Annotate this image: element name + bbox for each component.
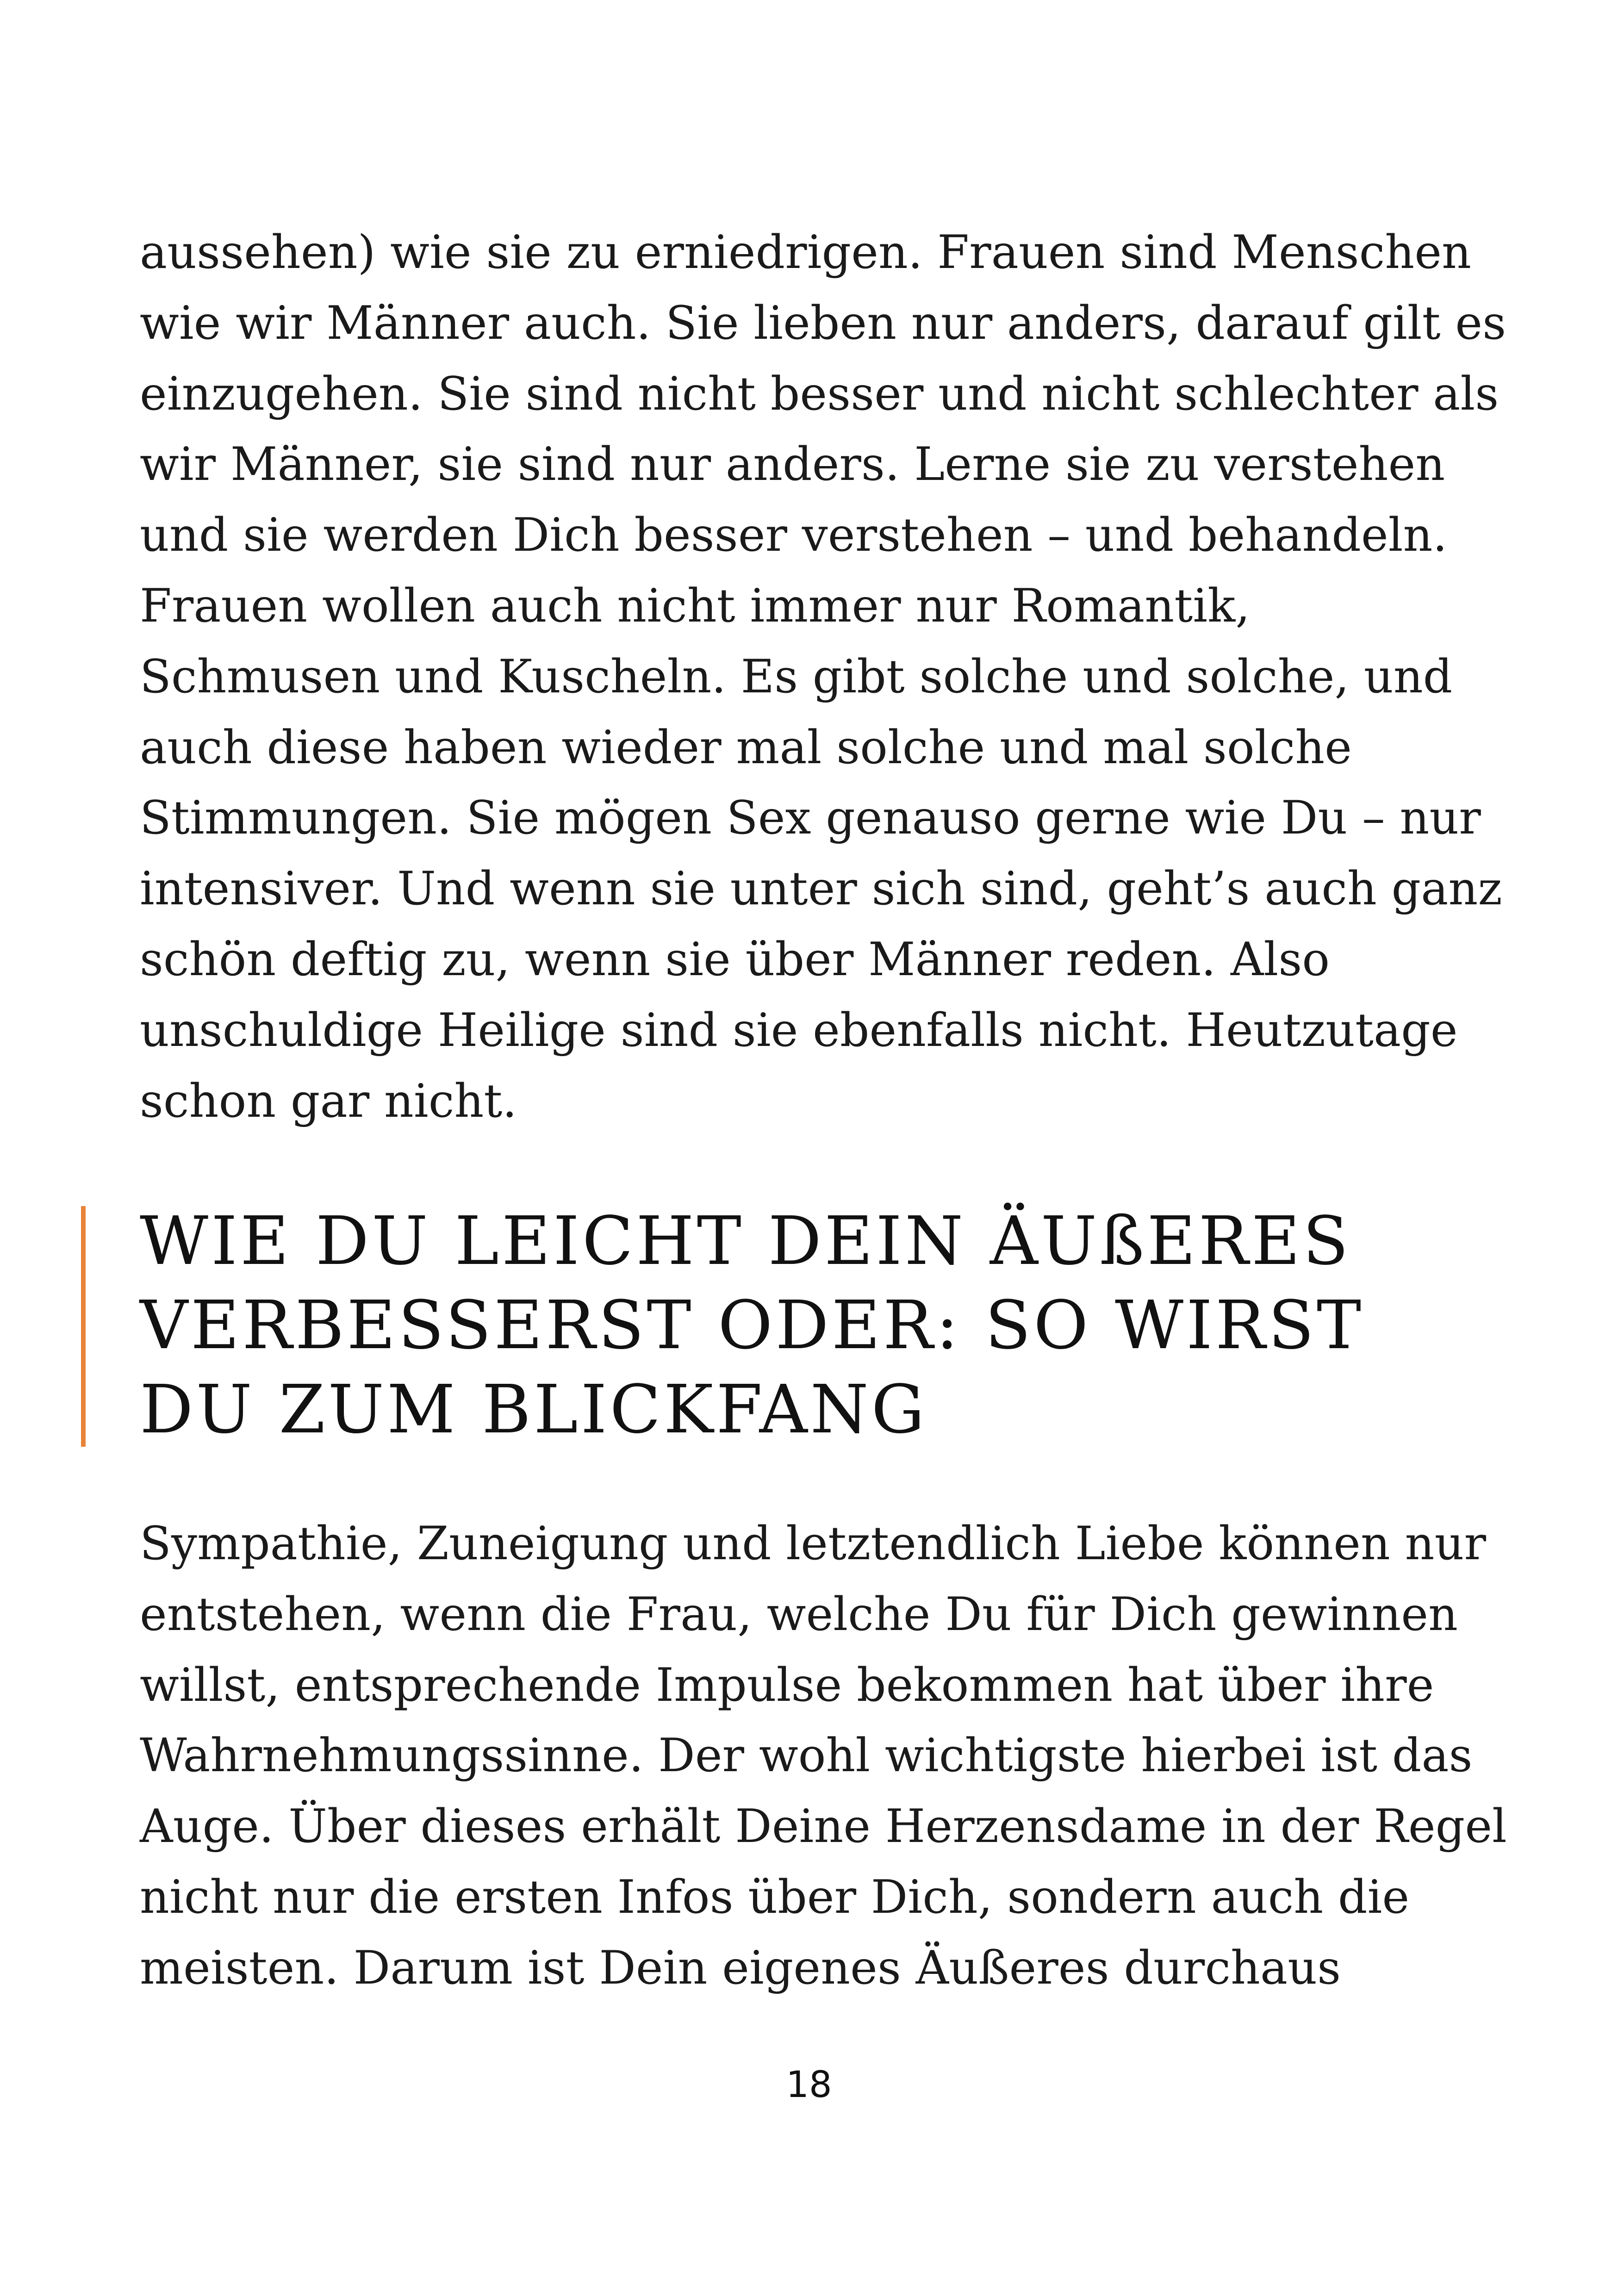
text-line: meisten. Darum ist Dein eigenes Äußeres durchaus [140, 1941, 1341, 1995]
heading-line: WIE DU LEICHT DEIN ÄUßERES [140, 1202, 1351, 1280]
body-paragraph-2 [140, 1509, 1507, 2004]
heading-line: VERBESSERST ODER: SO WIRST [140, 1286, 1364, 1364]
heading-line: DU ZUM BLICKFANG [140, 1370, 927, 1448]
text-line: Wahrnehmungssinne. Der wohl wichtigste hierbei ist das [140, 1729, 1473, 1783]
text-line: Sympathie, Zuneigung und letztendlich Liebe können nur [140, 1517, 1487, 1570]
text-line: wie wir Männer auch. Sie lieben nur anders, darauf gilt es [140, 296, 1506, 350]
text-line: Frauen wollen auch nicht immer nur Romantik, [140, 579, 1251, 633]
body-paragraph-1 [140, 218, 1506, 1137]
text-line: schön deftig zu, wenn sie über Männer reden. Also [140, 933, 1330, 986]
text-line: Schmusen und Kuscheln. Es gibt solche und solche, und [140, 650, 1453, 703]
heading-title [140, 1199, 1364, 1451]
text-line: aussehen) wie sie zu erniedrigen. Frauen sind Menschen [140, 226, 1472, 279]
text-line: Auge. Über dieses erhält Deine Herzensdame in der Regel [140, 1800, 1507, 1854]
text-line: auch diese haben wieder mal solche und mal solche [140, 721, 1352, 774]
text-line: intensiver. Und wenn sie unter sich sind, geht’s auch ganz [140, 862, 1502, 916]
text-line: unschuldige Heilige sind sie ebenfalls nicht. Heutzutage [140, 1003, 1458, 1057]
text-line: Stimmungen. Sie mögen Sex genauso gerne wie Du – nur [140, 791, 1481, 845]
text-line: und sie werden Dich besser verstehen – und behandeln. [140, 509, 1448, 562]
text-line: entstehen, wenn die Frau, welche Du für Dich gewinnen [140, 1587, 1458, 1641]
text-line: nicht nur die ersten Infos über Dich, sondern auch die [140, 1870, 1410, 1924]
text-line: willst, entsprechende Impulse bekommen hat über ihre [140, 1658, 1434, 1712]
text-line: einzugehen. Sie sind nicht besser und nicht schlechter als [140, 367, 1499, 421]
text-line: schon gar nicht. [140, 1074, 517, 1128]
page-number: 18 [786, 2064, 832, 2106]
heading-accent-bar [81, 1206, 86, 1447]
text-line: wir Männer, sie sind nur anders. Lerne sie zu verstehen [140, 438, 1445, 492]
section-heading [81, 1199, 1469, 1449]
